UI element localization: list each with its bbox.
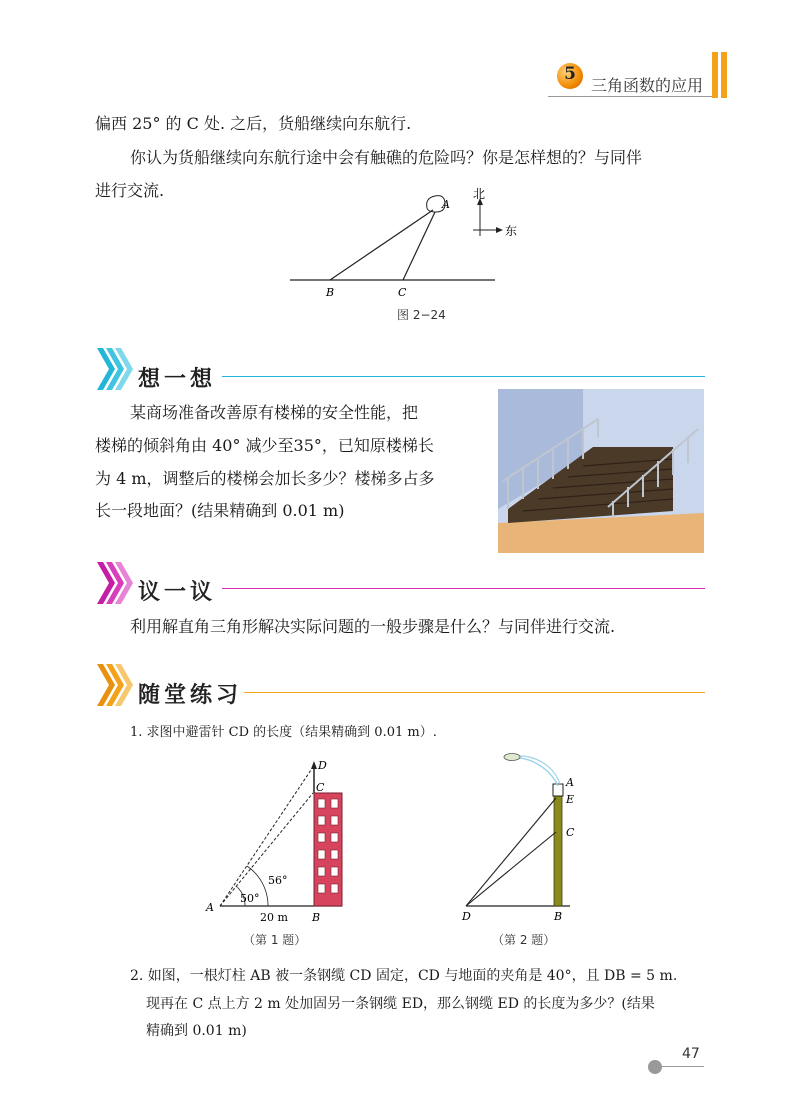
intro-line-1: 偏西 25° 的 C 处. 之后，货船继续向东航行. bbox=[95, 114, 412, 133]
practice-question-2-line-1: 2. 如图，一根灯柱 AB 被一条钢缆 CD 固定，CD 与地面的夹角是 40°，且 DB = 5 m. bbox=[130, 968, 678, 984]
label-c: C bbox=[398, 286, 407, 299]
figure-question-1 bbox=[200, 755, 360, 925]
think-line-1: 某商场准备改善原有楼梯的安全性能，把 bbox=[130, 403, 419, 422]
chapter-number-badge bbox=[557, 63, 583, 89]
practice-title: 随堂练习 bbox=[138, 683, 243, 708]
think-line-3: 为 4 m，调整后的楼梯会加长多少？楼梯多占多 bbox=[95, 469, 435, 488]
practice-rule bbox=[244, 692, 705, 693]
header-accent-bar-2 bbox=[721, 52, 727, 98]
think-line-2: 楼梯的倾斜角由 40° 减少至35°，已知原楼梯长 bbox=[95, 436, 434, 455]
figure-question-2 bbox=[450, 748, 600, 928]
angle-56-label: 56° bbox=[268, 874, 288, 887]
page-dot-icon bbox=[648, 1060, 662, 1074]
label-e: E bbox=[566, 793, 575, 806]
cable-ed bbox=[466, 798, 556, 906]
figure-2-24 bbox=[285, 188, 535, 303]
discuss-rule bbox=[222, 588, 705, 589]
chapter-number: 5 bbox=[564, 64, 576, 84]
practice-question-2-line-3: 精确到 0.01 m) bbox=[146, 1023, 247, 1039]
practice-question-1: 1. 求图中避雷针 CD 的长度（结果精确到 0.01 m）. bbox=[130, 725, 437, 740]
intro-line-2: 你认为货船继续向东航行途中会有触礁的危险吗？你是怎样想的？与同伴 bbox=[130, 148, 643, 167]
chapter-title: 三角函数的应用 bbox=[591, 76, 704, 95]
distance-label: 20 m bbox=[260, 911, 288, 924]
figure-2-24-caption: 图 2−24 bbox=[397, 308, 446, 322]
discuss-chevron-icon bbox=[95, 560, 133, 606]
sight-line-ac bbox=[220, 793, 313, 906]
header-rule bbox=[548, 96, 712, 97]
discuss-text: 利用解直角三角形解决实际问题的一般步骤是什么？与同伴进行交流. bbox=[130, 617, 616, 636]
label-c: C bbox=[566, 826, 575, 839]
label-d: D bbox=[462, 910, 471, 923]
cable-cd bbox=[466, 832, 556, 906]
think-line-4: 长一段地面？(结果精确到 0.01 m) bbox=[95, 501, 345, 520]
east-label: 东 bbox=[505, 224, 518, 238]
staircase-illustration bbox=[498, 389, 704, 553]
think-rule bbox=[222, 376, 705, 377]
north-label: 北 bbox=[473, 188, 486, 201]
figure-question-2-caption: （第 2 题） bbox=[492, 933, 556, 947]
label-a: A bbox=[206, 901, 214, 914]
label-b: B bbox=[554, 910, 563, 923]
label-d: D bbox=[318, 759, 327, 772]
label-b: B bbox=[312, 911, 321, 924]
label-a: A bbox=[566, 776, 574, 789]
think-chevron-icon bbox=[95, 346, 133, 392]
figure-question-1-caption: （第 1 题） bbox=[243, 933, 307, 947]
line-ac bbox=[403, 212, 435, 280]
lamp-icon bbox=[504, 754, 520, 761]
header-accent-bar-1 bbox=[712, 52, 718, 98]
line-ab bbox=[330, 210, 433, 280]
page-number: 47 bbox=[682, 1046, 700, 1062]
label-b: B bbox=[326, 286, 335, 299]
think-title: 想一想 bbox=[138, 367, 217, 392]
angle-50-label: 50° bbox=[240, 892, 260, 905]
footer-rule bbox=[662, 1066, 704, 1067]
practice-question-2-line-2: 现再在 C 点上方 2 m 处加固另一条钢缆 ED，那么钢缆 ED 的长度为多少？(结果 bbox=[146, 996, 655, 1012]
practice-chevron-icon bbox=[95, 662, 133, 708]
lamp-post bbox=[554, 788, 562, 906]
sight-line-ad bbox=[220, 767, 313, 906]
lamp-arm bbox=[518, 758, 558, 786]
label-a: A bbox=[442, 198, 450, 211]
east-arrowhead bbox=[496, 227, 503, 233]
intro-line-3: 进行交流. bbox=[95, 181, 165, 200]
label-c: C bbox=[316, 781, 325, 794]
discuss-title: 议一议 bbox=[138, 580, 217, 605]
